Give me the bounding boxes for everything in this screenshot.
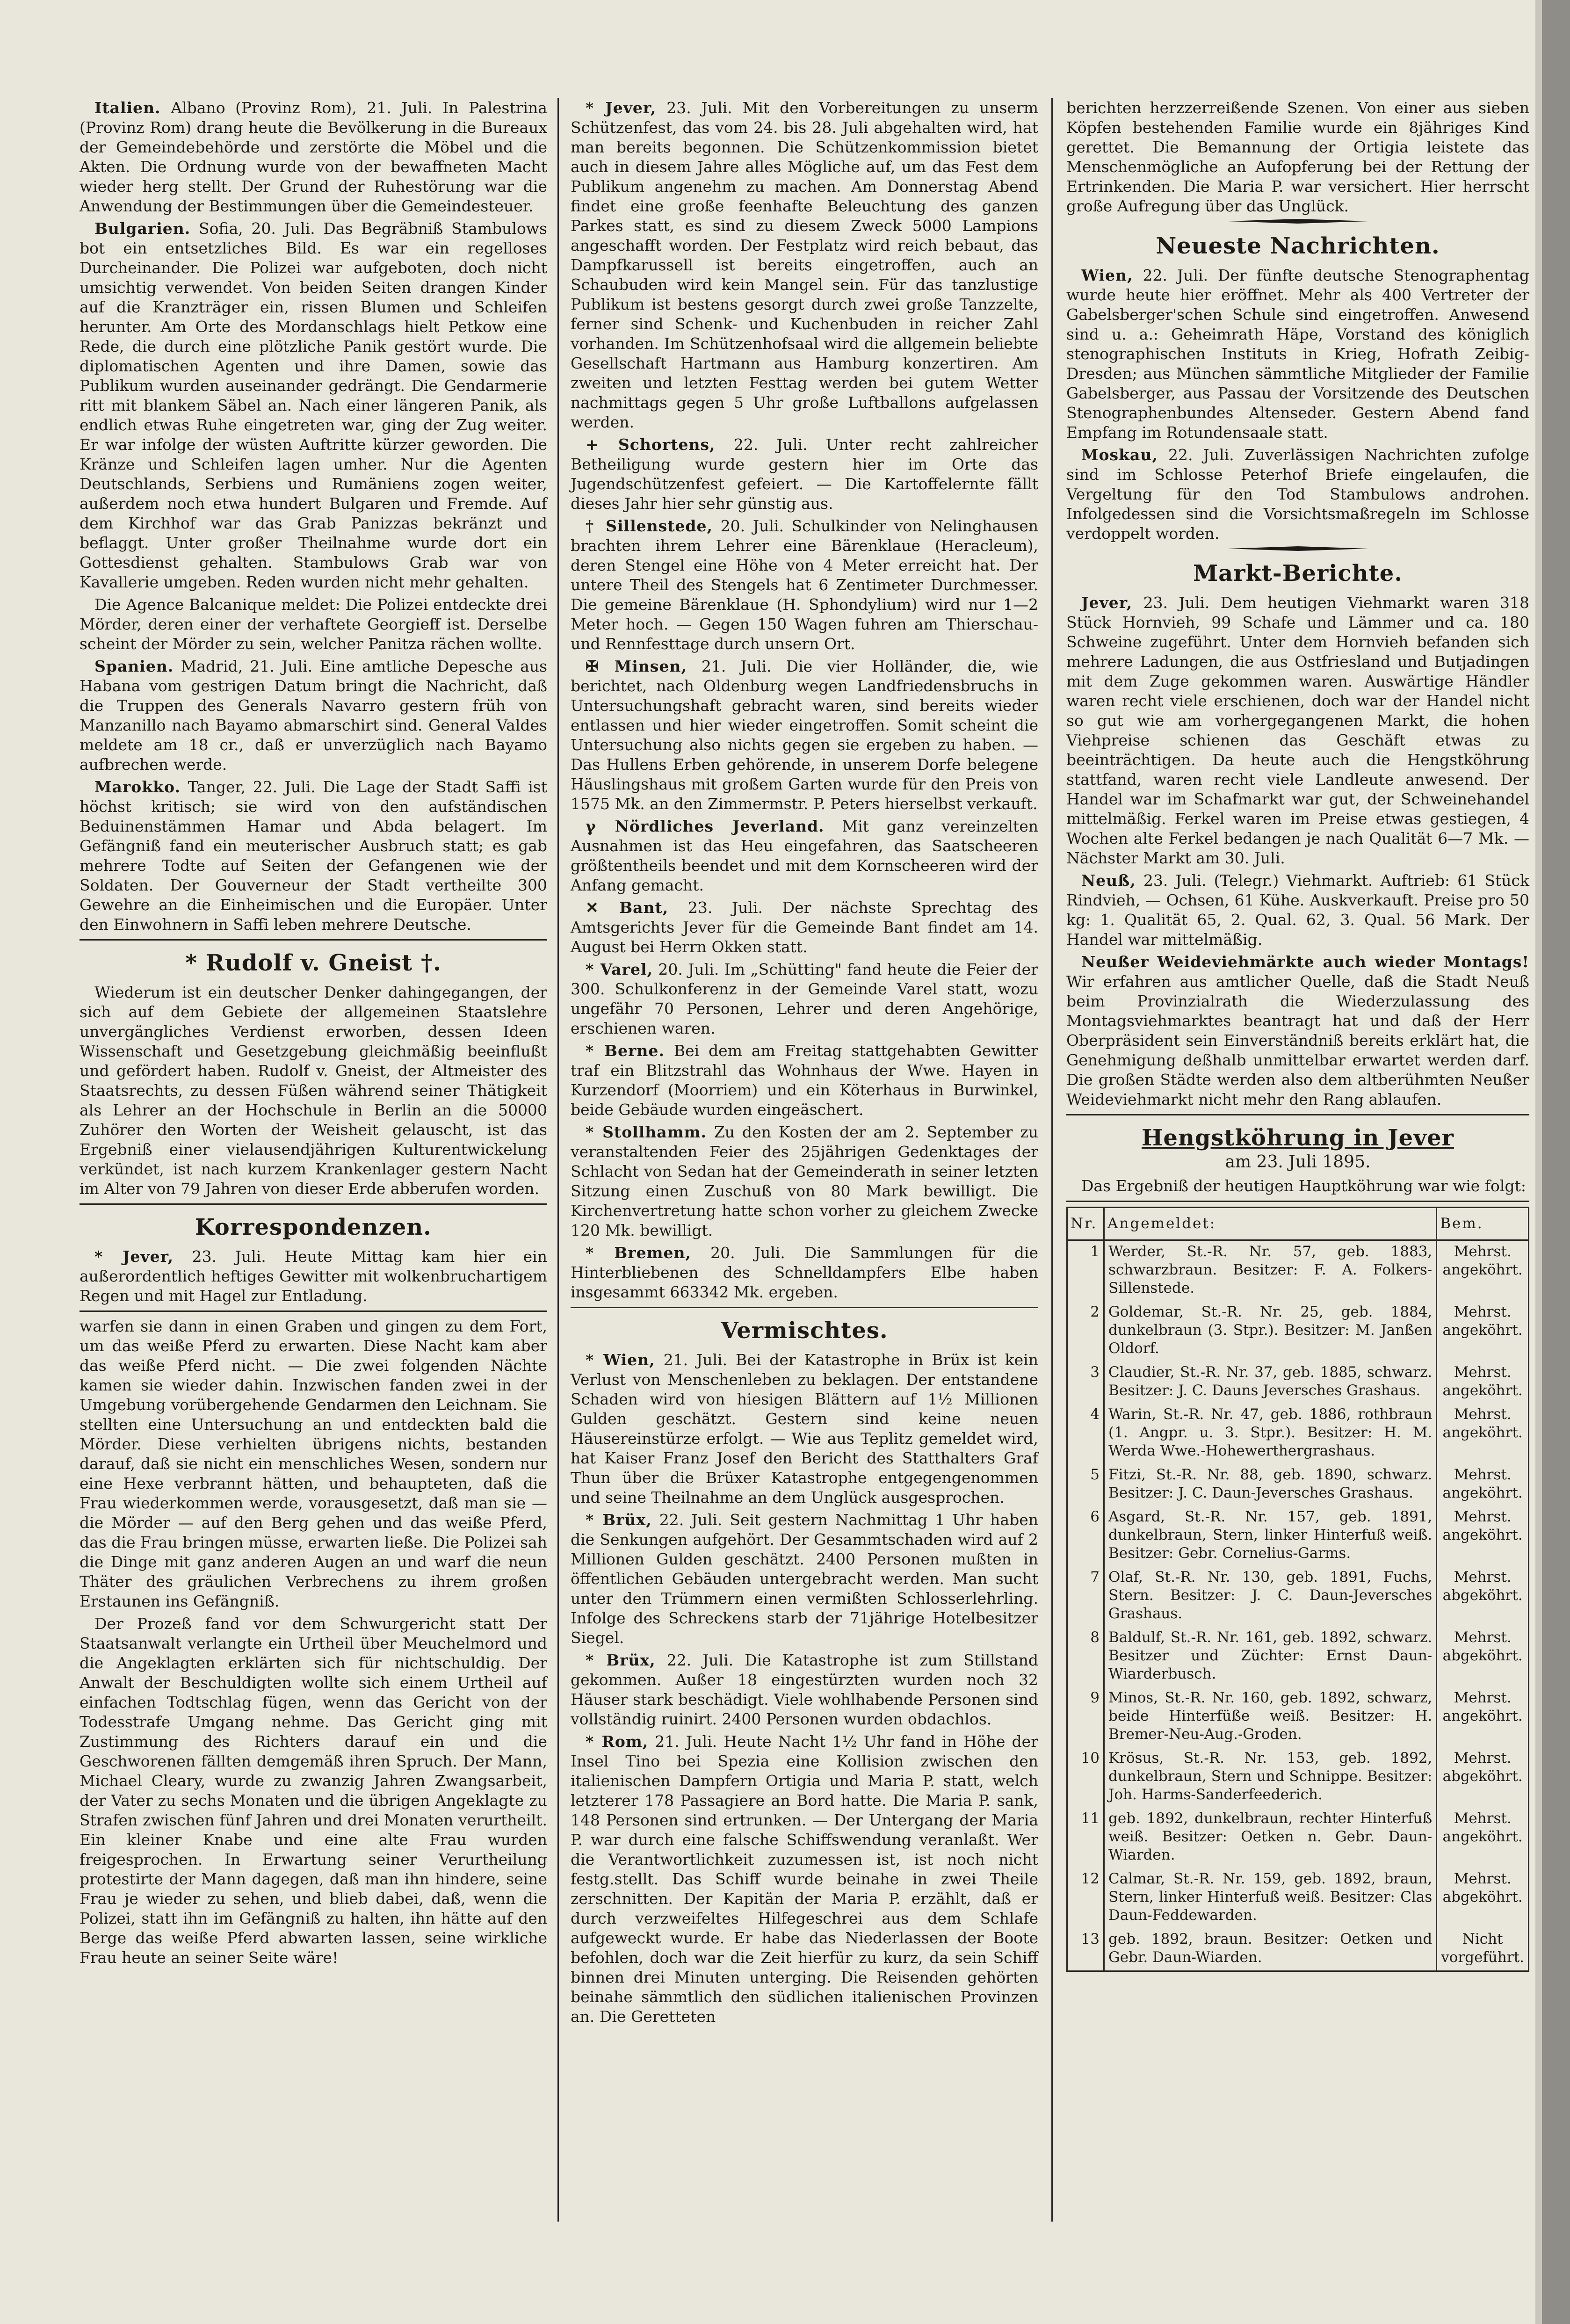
article [571, 1651, 1038, 1729]
cell-registered: Claudier, St.-R. Nr. 37, geb. 1885, schwarz. Besitzer: J. C. Dauns Jeversches Grashaus. [1104, 1361, 1437, 1404]
cell-remarks: Mehrst. angeköhrt. [1437, 1301, 1529, 1361]
article [571, 1122, 1038, 1240]
ornamental-rule [1228, 219, 1368, 224]
article-text: 22. Juli. Zuverlässigen Nachrichten zufolge sind im Schlosse Peterhof Briefe eingelaufen, die Vergeltung für den Tod Stambulows androhen. Infolgedessen sind die Vorsichtsmaßregeln im Schlosse verdoppelt worden. [1066, 446, 1529, 543]
article [1066, 871, 1529, 949]
article-text: 20. Juli. Im „Schütting" fand heute die Feier der 300. Schulkonferenz in der Gemeinde Varel statt, wozu ungefähr 70 Personen, Lehrer und deren Angehörige, erschienen waren. [571, 960, 1038, 1037]
table-row [1067, 1566, 1529, 1627]
article [571, 1732, 1038, 2027]
divider [80, 1203, 547, 1205]
article [571, 435, 1038, 514]
cell-nr: 3 [1067, 1361, 1104, 1404]
cell-registered: geb. 1892, braun. Besitzer: Oetken und Gebr. Daun-Wiarden. [1104, 1928, 1437, 1971]
divider [1066, 1114, 1529, 1115]
divider [1066, 1201, 1529, 1202]
table-row [1067, 1506, 1529, 1566]
table-row [1067, 1301, 1529, 1361]
article-place: ✕ Bant, [586, 898, 669, 917]
cell-registered: Baldulf, St.-R. Nr. 161, geb. 1892, schwarz. Besitzer und Züchter: Ernst Daun-Wiarderbusch. [1104, 1627, 1437, 1687]
cell-registered: Fitzi, St.-R. Nr. 88, geb. 1890, schwarz. Besitzer: J. C. Daun-Jeversches Grashaus. [1104, 1464, 1437, 1506]
article-text: 20. Juli. Die Sammlungen für die Hinterbliebenen des Schnelldampfers Elbe haben insgesammt 663342 Mk. ergeben. [571, 1244, 1039, 1301]
cell-remarks: Mehrst. angeköhrt. [1437, 1687, 1529, 1747]
continued-text-2: Der Prozeß fand vor dem Schwurgericht statt Der Staatsanwalt verlangte ein Urtheil über Meuchelmord und die Angeklagten erklärten sich für nichtschuldig. Der Anwalt der Beschuldigten wollte sich einem Urtheil auf einfachen Todtschlag fügen, wenn das Gericht von der Todesstrafe Umgang nehme. Das Gericht ging mit Zustimmung des Richters darauf ein und die Geschworenen fällten demgemäß ihren Spruch. Der Mann, Michael Cleary, wurde zu zwanzig Jahren Zwangsarbeit, der Vater zu sechs Monaten und die übrigen Angeklagte zu Strafen zwischen fünf Jahren und drei Monaten verurtheilt. Ein kleiner Knabe und eine alte Frau wurden freigesprochen. In Erwartung seiner Verurtheilung protestirte der Mann dagegen, daß man ihn hindere, seine Frau je wieder zu sehen, und blieb dabei, daß, wenn die Polizei, statt ihn im Gefängniß zu halten, ihn hätte auf den Berge das weiße Pferd abwarten lassen, seine wirkliche Frau heute an seiner Seite wäre! [80, 1614, 547, 1967]
article-text: 23. Juli. Mit den Vorbereitungen zu unserm Schützenfest, das vom 24. bis 28. Juli abgehalten wird, hat man bereits begonnen. Die Schützenkommission bietet auch in diesem Jahre alles Mögliche auf, um das Fest dem Publikum angenehm zu machen. Am Donnerstag Abend findet eine große feenhafte Beleuchtung des ganzen Parkes statt, es sind zu diesem Zweck 5000 Lampions angeschafft worden. Der Festplatz wird reich bebaut, das Dampfkarussell ist bereits eingetroffen, auch an Schaubuden wird kein Mangel sein. Für das tanzlustige Publikum ist bestens gesorgt durch zwei große Tanzzelte, ferner sind Schenk- und Kuchenbuden in reicher Zahl vorhanden. Im Schützenhofsaal wird die allgemein beliebte Gesellschaft Hartmann aus Hamburg konzertiren. Am zweiten und letzten Festtag werden bei gutem Wetter nachmittags gegen 5 Uhr große Luftballons aufgelassen werden. [571, 99, 1038, 431]
article-place: Moskau, [1081, 446, 1158, 464]
article-place: † Sillenstede, [586, 517, 713, 535]
cell-registered: Werder, St.-R. Nr. 57, geb. 1883, schwarzbraun. Besitzer: F. A. Folkers-Sillenstede. [1104, 1240, 1437, 1302]
article-place: γ Nördliches Jeverland. [586, 817, 825, 835]
article-text: Zu den Kosten der am 2. September zu veranstaltenden Feier des 25jährigen Gedenktages der Schlacht von Sedan hat der Gemeinderath in seiner letzten Sitzung einen Zuschuß von 80 Mark bewilligt. Die Kirchenvertretung hatte schon vorher zu gleichem Zwecke 120 Mk. bewilligt. [571, 1123, 1038, 1239]
article [1066, 952, 1529, 1109]
article-place: Marokko. [94, 778, 181, 796]
local-news [571, 98, 1038, 1302]
article [80, 657, 547, 775]
article-place: * Jever, [586, 99, 657, 117]
article-text: 23. Juli. Heute Mittag kam hier ein außerordentlich heftiges Gewitter mit wolkenbruchartigem Regen und mit Hagel zur Entladung. [80, 1247, 547, 1305]
divider [571, 1307, 1038, 1308]
article-text: Bei dem am Freitag stattgehabten Gewitter traf ein Blitzstrahl das Wohnhaus der Wwe. Hayen in Kurzendorf (Moorriem) und ein Köterhaus in Burwinkel, beide Gebäude wurden eingeäschert. [571, 1042, 1039, 1119]
stallion-heading-text: Hengstköhrung in Jever [1142, 1125, 1454, 1151]
article [80, 595, 547, 654]
table-row [1067, 1361, 1529, 1404]
article-text: Wir erfahren aus amtlicher Quelle, daß die Stadt Neuß beim Provinzialrath die Wiederzulassung des Montagsviehmarktes beantragt hat und daß der Herr Oberpräsident sein Einverständniß bereits erklärt hat, die Genehmigung deßhalb unmittelbar erwartet werden darf. Die großen Städte werden also dem altberühmten Neußer Weideviehmarkt nicht mehr den Rang ablaufen. [1066, 972, 1529, 1108]
article-place: Wien, [1081, 266, 1133, 284]
cell-remarks: Mehrst. angeköhrt. [1437, 1404, 1529, 1464]
article [571, 1510, 1038, 1648]
article [80, 98, 547, 216]
article-place: * Wien, [586, 1351, 655, 1369]
cell-remarks: Mehrst. angeköhrt. [1437, 1240, 1529, 1302]
market-heading: Markt-Berichte. [1193, 560, 1403, 586]
binding-edge [1542, 0, 1570, 2324]
cell-remarks: Mehrst. abgeköhrt. [1437, 1868, 1529, 1928]
cell-remarks: Mehrst. angeköhrt. [1437, 1506, 1529, 1566]
cell-remarks: Mehrst. abgeköhrt. [1437, 1566, 1529, 1627]
newspaper-page [80, 98, 1529, 2231]
article-text: 22. Juli. Die Katastrophe ist zum Stillstand gekommen. Außer 18 eingestürzten wurden noch 32 Häuser stark beschädigt. Viele wohlhabende Personen sind vollständig ruinirt. 2400 Personen wurden obdachlos. [571, 1651, 1038, 1728]
table-header-row [1067, 1208, 1529, 1240]
cell-nr: 8 [1067, 1627, 1104, 1687]
article-text: 23. Juli. Dem heutigen Viehmarkt waren 318 Stück Hornvieh, 99 Schafe und Lämmer und ca. 180 Schweine zugeführt. Unter dem Hornvieh befanden sich mehrere Ladungen, die aus Ostfriesland und Butjadingen mit dem Zuge gekommen waren. Auswärtige Händler waren recht viele erschienen, doch war der Handel nicht so gut wie am vorhergegangenen Markt, die hohen Viehpreise schienen das Geschäft etwas zu beeinträchtigen. Da heute auch die Hengstköhrung stattfand, waren recht viele Landleute anwesend. Der Handel war im Schafmarkt war gut, der Schweinehandel mittelmäßig. Ferkel waren im Preise etwas gestiegen, 4 Wochen alte Ferkel bedangen je nach Qualität 6—7 Mk. — Nächster Markt am 30. Juli. [1066, 594, 1529, 867]
cell-registered: Krösus, St.-R. Nr. 153, geb. 1892, dunkelbraun, Stern und Schnippe. Besitzer: Joh. Harms-Sanderfeederich. [1104, 1747, 1437, 1808]
cell-registered: Asgard, St.-R. Nr. 157, geb. 1891, dunkelbraun, Stern, linker Hinterfuß weiß. Besitzer: Gebr. Cornelius-Garms. [1104, 1506, 1437, 1566]
column-3 [1066, 98, 1529, 1972]
column-2 [571, 98, 1038, 2029]
table-row [1067, 1687, 1529, 1747]
miscellany-heading: Vermischtes. [721, 1318, 888, 1344]
article-text: Sofia, 20. Juli. Das Begräbniß Stambulows bot ein entsetzliches Bild. Es war ein regelloses Durcheinander. Die Polizei war aufgeboten, doch nicht umsichtig verwendet. Von beiden Seiten drangen Kinder auf die Kranzträger ein, rissen Blumen und Schleifen herunter. Am Orte des Mordanschlags hielt Petkow eine Rede, die durch eine plötzliche Panik gestört wurde. Die diplomatischen Agenten und ihre Damen, sowie das Publikum wurden auseinander gedrängt. Die Gendarmerie ritt mit blankem Säbel an. Nach einer längeren Panik, als endlich etwas Ruhe eingetreten war, ging der Zug weiter. Er war infolge der wüsten Auftritte kürzer geworden. Die Kränze und Schleifen lagen umher. Nur die Agenten Deutschlands, Serbiens und Rumäniens zogen weiter, außerdem noch etwa hundert Bulgaren und Fremde. Auf dem Kirchhof war das Grab Panizzas bekränzt und beflaggt. Unter großer Theilnahme wurde dort ein Gottesdienst gehalten. Stambulows Grab war von Kavallerie umgeben. Reden wurden nicht mehr gehalten. [80, 219, 547, 591]
divider [80, 1310, 547, 1312]
article-place: + Schortens, [586, 435, 716, 454]
article-text: 21. Juli. Bei der Katastrophe in Brüx ist kein Verlust von Menschenleben zu beklagen. Der entstandene Schaden wird von hiesigen Blättern auf 1½ Millionen Gulden geschätzt. Gestern sind keine neuen Häusereinstürze erfolgt. — Wie aus Teplitz gemeldet wird, hat Kaiser Franz Josef den Bericht des Statthalters Graf Thun über die Brüxer Katastrophe entgegengenommen und seine Theilnahme an dem Unglück ausgesprochen. [571, 1351, 1038, 1506]
article-text: 23. Juli. Der nächste Sprechtag des Amtsgerichts Jever für die Gemeinde Bant findet am 14. August bei Herrn Okken statt. [571, 898, 1038, 956]
foreign-news [80, 98, 547, 934]
article-place: * Brüx, [586, 1651, 656, 1669]
article-place: * Jever, [94, 1247, 174, 1266]
cell-nr: 1 [1067, 1240, 1104, 1302]
ornamental-rule [1228, 546, 1368, 551]
cell-remarks: Mehrst. angeköhrt. [1437, 1808, 1529, 1868]
article-place: * Brüx, [586, 1511, 652, 1529]
cell-remarks: Mehrst. angeköhrt. [1437, 1464, 1529, 1506]
article-text: 22. Juli. Der fünfte deutsche Stenographentag wurde heute hier eröffnet. Mehr als 400 Vertreter der Gabelsberger'schen Schule sind eingetroffen. Anwesend sind u. a.: Geheimrath Häpe, Vorstand des königlich stenographischen Instituts in Krieg, Hofrath Zeibig-Dresden; aus München sämmtliche Mitglieder der Familie Gabelsberger, aus Passau der Vorsitzende des Deutschen Stenographenbundes Altenseder. Gestern Abend fand Empfang im Rotundensaale statt. [1066, 266, 1529, 442]
table-row [1067, 1808, 1529, 1868]
column-header-nr: Nr. [1067, 1208, 1104, 1240]
cell-nr: 4 [1067, 1404, 1104, 1464]
cell-nr: 9 [1067, 1687, 1104, 1747]
cell-remarks: Mehrst. angeköhrt. [1437, 1361, 1529, 1404]
article [571, 1243, 1038, 1302]
article-place: Neußer Weideviehmärkte auch wieder Montags! [1081, 953, 1529, 971]
article-place: * Bremen, [586, 1244, 692, 1262]
miscellany-articles [571, 1350, 1038, 2027]
column-1 [80, 98, 547, 1970]
cell-remarks: Mehrst. abgeköhrt. [1437, 1747, 1529, 1808]
table-row [1067, 1404, 1529, 1464]
latest-news-articles [1066, 266, 1529, 543]
table-row [1067, 1868, 1529, 1928]
stallion-date: am 23. Juli 1895. [1225, 1152, 1371, 1172]
cell-registered: Minos, St.-R. Nr. 160, geb. 1892, schwarz, beide Hinterfüße weiß. Besitzer: H. Bremer-Neu-Aug.-Groden. [1104, 1687, 1437, 1747]
column-header-registered: Angemeldet: [1104, 1208, 1437, 1240]
article [571, 516, 1038, 654]
article-text: Mit ganz vereinzelten Ausnahmen ist das Heu eingefahren, das Saatscheeren größtentheils beendet und mit dem Kornscheeren wird der Anfang gemacht. [571, 817, 1038, 894]
cell-nr: 7 [1067, 1566, 1104, 1627]
article-place: ✠ Minsen, [586, 657, 687, 675]
cell-nr: 12 [1067, 1868, 1104, 1928]
article-place: Jever, [1081, 594, 1133, 612]
article-place: Neuß, [1081, 871, 1136, 890]
binding-edge-light [1535, 0, 1542, 2324]
table-row [1067, 1627, 1529, 1687]
article [80, 777, 547, 934]
article-text: Albano (Provinz Rom), 21. Juli. In Palestrina (Provinz Rom) drang heute die Bevölkerung in die Bureaux der Gemeindebehörde und zerstörte die Möbel und die Akten. Die Ordnung wurde von der bewaffneten Macht wieder herg stellt. Der Grund der Ruhestörung war die Anwendung der Bestimmungen über die Gemeindesteuer. [80, 99, 547, 215]
article-text: 22. Juli. Unter recht zahlreicher Betheiligung wurde gestern hier im Orte das Jugendschützenfest gefeiert. — Die Kartoffelernte fällt dieses Jahr hier sehr günstig aus. [571, 435, 1038, 513]
article [571, 1350, 1038, 1507]
column-rule-1 [557, 98, 559, 2222]
article [80, 219, 547, 592]
article-place: * Rom, [586, 1732, 649, 1751]
divider [80, 939, 547, 941]
article-place: * Varel, [586, 960, 653, 978]
cell-nr: 10 [1067, 1747, 1104, 1808]
table-row [1067, 1747, 1529, 1808]
stallion-heading [1066, 1124, 1529, 1152]
cell-registered: Olaf, St.-R. Nr. 130, geb. 1891, Fuchs, Stern. Besitzer: J. C. Daun-Jeversches Grashaus. [1104, 1566, 1437, 1627]
cell-registered: geb. 1892, dunkelbraun, rechter Hinterfuß weiß. Besitzer: Oetken n. Gebr. Daun-Wiarden. [1104, 1808, 1437, 1868]
article [571, 657, 1038, 814]
article [571, 98, 1038, 432]
article-text: 21. Juli. Heute Nacht 1½ Uhr fand in Höhe der Insel Tino bei Spezia eine Kollision zwischen den italienischen Dampfern Ortigia und Maria P. statt, welch letzterer 178 Passagiere an Bord hatte. Die Maria P. sank, 148 Personen sind ertrunken. — Der Untergang der Maria P. war durch eine falsche Schiffswendung veranlaßt. Wer die Verantwortlichkeit zuzumessen ist, ist noch nicht festg.stellt. Das Schiff wurde beinahe in zwei Theile zerschnitten. Der Kapitän der Maria P. erzählt, daß er durch verzweifeltes Hilfegeschrei aus dem Schlafe aufgeweckt wurde. Er habe das Niederlassen der Boote befohlen, doch war die Zeit hierfür zu kurz, da sein Schiff binnen drei Minuten unterging. Die Reisenden gehörten beinahe sämmtlich den südlichen italienischen Provinzen an. Die Geretteten [571, 1732, 1038, 2026]
stallion-table [1066, 1207, 1529, 1972]
stallion-intro: Das Ergebniß der heutigen Hauptköhrung war wie folgt: [1081, 1177, 1526, 1195]
article [571, 898, 1038, 957]
article-text: Die Agence Balcanique meldet: Die Polizei entdeckte drei Mörder, deren einer der verhaftete Georgieff ist. Derselbe scheint der Mörder zu sein, welcher Panitza rächen wollte. [80, 595, 547, 653]
article-text: 21. Juli. Die vier Holländer, die, wie berichtet, nach Oldenburg wegen Landfriedensbruchs in Untersuchungshaft gebracht waren, sind bereits wieder entlassen und hier wieder eingetroffen. Somit scheint die Untersuchung also nichts gegen sie ergeben zu haben. — Das Hullens Erben gehörende, in unserem Dorfe belegene Häuslingshaus mit großem Garten wurde für den Preis von 1575 Mk. an den Zimmermstr. P. Peters hierselbst verkauft. [571, 657, 1038, 813]
cell-registered: Warin, St.-R. Nr. 47, geb. 1886, rothbraun (1. Angpr. u. 3. Stpr.). Besitzer: H. M. Werda Wwe.-Hohewerthergrashaus. [1104, 1404, 1437, 1464]
market-articles [1066, 593, 1529, 1109]
article-place: Bulgarien. [94, 219, 191, 238]
cell-remarks: Nicht vorgeführt. [1437, 1928, 1529, 1971]
cell-nr: 11 [1067, 1808, 1104, 1868]
table-row [1067, 1928, 1529, 1971]
cell-registered: Calmar, St.-R. Nr. 159, geb. 1892, braun, Stern, linker Hinterfuß weiß. Besitzer: Clas Daun-Feddewarden. [1104, 1868, 1437, 1928]
article [571, 1041, 1038, 1120]
article [571, 960, 1038, 1038]
article-place: * Stollhamm. [586, 1123, 707, 1141]
article-text: 22. Juli. Seit gestern Nachmittag 1 Uhr haben die Senkungen aufgehört. Der Gesammtschaden wird auf 2 Millionen Gulden geschätzt. 2400 Personen mußten in öffentlichen Gebäuden untergebracht werden. Man sucht unter den Trümmern einen vermißten Schlosserlehrling. Infolge des Schreckens starb der 71jährige Hotelbesitzer Siegel. [571, 1511, 1038, 1647]
cell-remarks: Mehrst. abgeköhrt. [1437, 1627, 1529, 1687]
article-text: Tanger, 22. Juli. Die Lage der Stadt Saffi ist höchst kritisch; sie wird von den aufständischen Beduinenstämmen Hamar und Abda belagert. Im Gefängniß fand ein meuterischer Ausbruch statt; es gab mehrere Todte auf Seiten der Gefangenen wie der Soldaten. Der Gouverneur der Stadt vertheilte 300 Gewehre an die Einheimischen und die Europäer. Unter den Einwohnern in Saffi leben mehrere Deutsche. [80, 778, 547, 934]
continued-text: warfen sie dann in einen Graben und gingen zu dem Fort, um das weiße Pferd zu erwarten. Diese Nacht kam aber das weiße Pferd nicht. — Die zwei folgenden Nächte kamen sie wieder dahin. Inzwischen fanden zwei in der Umgebung vorübergehende Gendarmen den Leichnam. Sie stellten eine Untersuchung an und entdeckten bald die Mörder. Diese verhielten übrigens nichts, bestanden darauf, daß sie nicht ein menschliches Wesen, sondern nur eine Hexe verbrannt hätten, und behaupteten, daß die Frau wiederkommen werde, vorausgesetzt, daß man sie — die Mörder — auf den Berg gehen und das weiße Pferd, das die Frau bringen müsse, erwarten ließe. Die Polizei sah die Dinge mit ganz anderen Augen an und warf die neun Thäter des gräulichen Verbrechens zu ihrem großen Erstaunen ins Gefängniß. [80, 1317, 547, 1610]
table-row [1067, 1240, 1529, 1302]
cell-nr: 2 [1067, 1301, 1104, 1361]
obituary-heading: * Rudolf v. Gneist †. [185, 950, 441, 976]
article [80, 1247, 547, 1306]
column-rule-2 [1051, 98, 1053, 2222]
article [571, 817, 1038, 895]
article [1066, 266, 1529, 442]
table-body [1067, 1240, 1529, 1971]
cell-nr: 5 [1067, 1464, 1104, 1506]
article [1066, 593, 1529, 868]
cell-nr: 6 [1067, 1506, 1104, 1566]
article-place: Spanien. [94, 657, 174, 675]
correspondence-heading: Korrespondenzen. [195, 1214, 432, 1240]
latest-news-heading: Neueste Nachrichten. [1156, 233, 1440, 259]
column-header-remarks: Bem. [1437, 1208, 1529, 1240]
continued-text: berichten herzzerreißende Szenen. Von einer aus sieben Köpfen bestehenden Familie wurde ein 8jähriges Kind gerettet. Die Bemannung der Ortigia leistete das Menschenmögliche an Aufopferung bei der Rettung der Ertrinkenden. Die Maria P. war versichert. Hier herrscht große Aufregung über das Unglück. [1066, 99, 1529, 215]
article-text: Madrid, 21. Juli. Eine amtliche Depesche aus Habana vom gestrigen Datum bringt die Nachricht, daß die Truppen des Generals Navarro gestern früh von Manzanillo nach Bayamo abmarschirt sind. General Valdes meldete am 18 cr., daß er unverzüglich nach Bayamo aufbrechen werde. [80, 657, 548, 774]
article-text: 20. Juli. Schulkinder von Nelinghausen brachten ihrem Lehrer eine Bärenklaue (Heracleum), deren Stengel eine Höhe von 4 Meter erreicht hat. Der untere Theil des Stengels hat 6 Zentimeter Durchmesser. Die gemeine Bärenklaue (H. Sphondylium) wird nur 1—2 Meter hoch. — Gegen 150 Wagen fuhren am Thierschau- und Rennfesttage durch unsern Ort. [571, 517, 1038, 653]
table-row [1067, 1464, 1529, 1506]
obituary-text: Wiederum ist ein deutscher Denker dahingegangen, der sich auf dem Gebiete der allgemeinen Staatslehre unvergängliches Verdienst erworben, dessen Ideen Wissenschaft und Gesetzgebung gleichmäßig beeinflußt und gefördert haben. Rudolf v. Gneist, der Altmeister des Staatsrechts, zu dessen Füßen während seiner Thätigkeit als Lehrer an der Hochschule in Berlin an die 50000 Zuhörer den Worten der Weisheit gelauscht, ist das Ergebniß einer vielausendjährigen Kulturentwickelung verkündet, ist nach kurzem Krankenlager gestern Nacht im Alter von 79 Jahren von dieser Erde abberufen worden. [80, 983, 547, 1198]
article-place: Italien. [94, 99, 161, 117]
cell-nr: 13 [1067, 1928, 1104, 1971]
article-place: * Berne. [586, 1042, 665, 1060]
cell-registered: Goldemar, St.-R. Nr. 25, geb. 1884, dunkelbraun (3. Stpr.). Besitzer: M. Janßen Oldorf. [1104, 1301, 1437, 1361]
article-text: 23. Juli. (Telegr.) Viehmarkt. Auftrieb: 61 Stück Rindvieh, — Ochsen, 61 Kühe. Auskverkauft. Preise pro 50 kg: 1. Qualität 65, 2. Qual. 62, 3. Qual. 56 Mark. Der Handel war mittelmäßig. [1066, 871, 1529, 948]
article [1066, 445, 1529, 543]
